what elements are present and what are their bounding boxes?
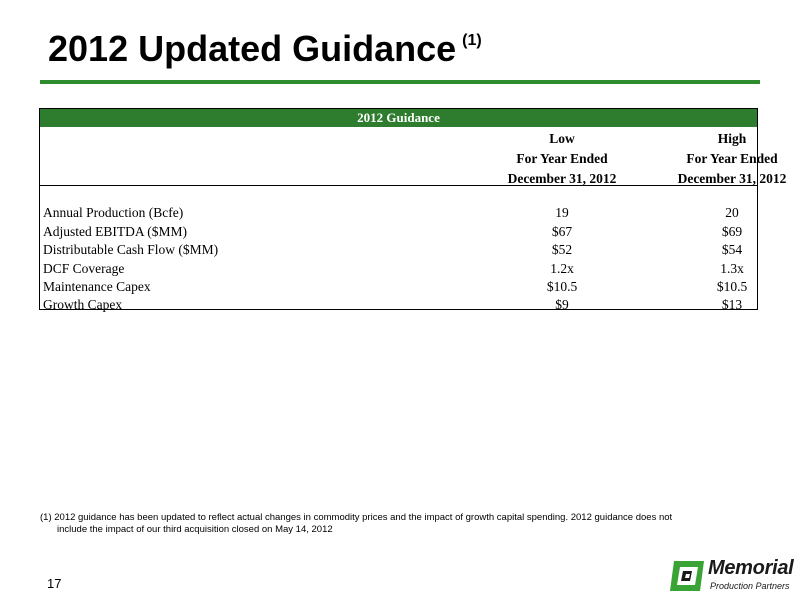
- footnote-line1: (1) 2012 guidance has been updated to reflect actual changes in commodity prices and the impact of growth capital spending. 2012 guidance does not: [40, 512, 673, 523]
- row-high-value: 1.3x: [720, 261, 744, 276]
- table-row: [40, 222, 757, 241]
- row-label: Distributable Cash Flow ($MM): [43, 242, 219, 257]
- logo-subtitle: Production Partners: [710, 581, 790, 591]
- table-header: 2012 Guidance: [40, 109, 757, 127]
- title-divider: [40, 80, 760, 84]
- row-low-value: $52: [551, 242, 573, 257]
- table-row: [40, 240, 757, 259]
- logo-name: Memorial: [708, 557, 794, 579]
- row-high-value: $54: [721, 242, 743, 257]
- row-label: Growth Capex: [43, 297, 123, 312]
- table-row: [40, 259, 757, 278]
- row-low-value: $67: [551, 224, 573, 239]
- column-header-low-line3: December 31, 2012: [507, 171, 617, 186]
- table-row: [40, 277, 757, 296]
- row-low-value: $9: [555, 297, 569, 312]
- row-label: Maintenance Capex: [43, 279, 151, 294]
- row-low-value: $10.5: [546, 279, 578, 294]
- column-header-high-line3: December 31, 2012: [677, 171, 787, 186]
- row-low-value: 19: [555, 205, 569, 220]
- row-label: DCF Coverage: [43, 261, 125, 276]
- logo-mark-icon: [668, 557, 706, 595]
- row-high-value: 20: [725, 205, 739, 220]
- footnote: [40, 512, 740, 536]
- row-high-value: $13: [721, 297, 743, 312]
- column-header-high: [647, 129, 800, 189]
- title-footnote-ref: (1): [462, 32, 482, 49]
- header-rule: [40, 185, 757, 186]
- row-low-value: 1.2x: [550, 261, 574, 276]
- row-high-value: $69: [721, 224, 743, 239]
- column-header-low-line2: For Year Ended: [516, 151, 608, 166]
- row-label: Annual Production (Bcfe): [43, 205, 184, 220]
- page-title: [48, 28, 482, 70]
- row-high-value: $10.5: [716, 279, 748, 294]
- company-logo: [668, 556, 794, 596]
- title-text: 2012 Updated Guidance: [48, 28, 457, 69]
- guidance-table: [39, 108, 787, 312]
- row-label: Adjusted EBITDA ($MM): [43, 224, 187, 239]
- column-header-low-line1: Low: [549, 131, 575, 146]
- column-header-low: [477, 129, 647, 189]
- table-row: [40, 295, 757, 314]
- table-row: [40, 203, 757, 222]
- page-number: 17: [47, 576, 62, 591]
- column-header-high-line2: For Year Ended: [686, 151, 778, 166]
- column-header-high-line1: High: [717, 131, 747, 146]
- footnote-line2: include the impact of our third acquisition closed on May 14, 2012: [57, 524, 333, 535]
